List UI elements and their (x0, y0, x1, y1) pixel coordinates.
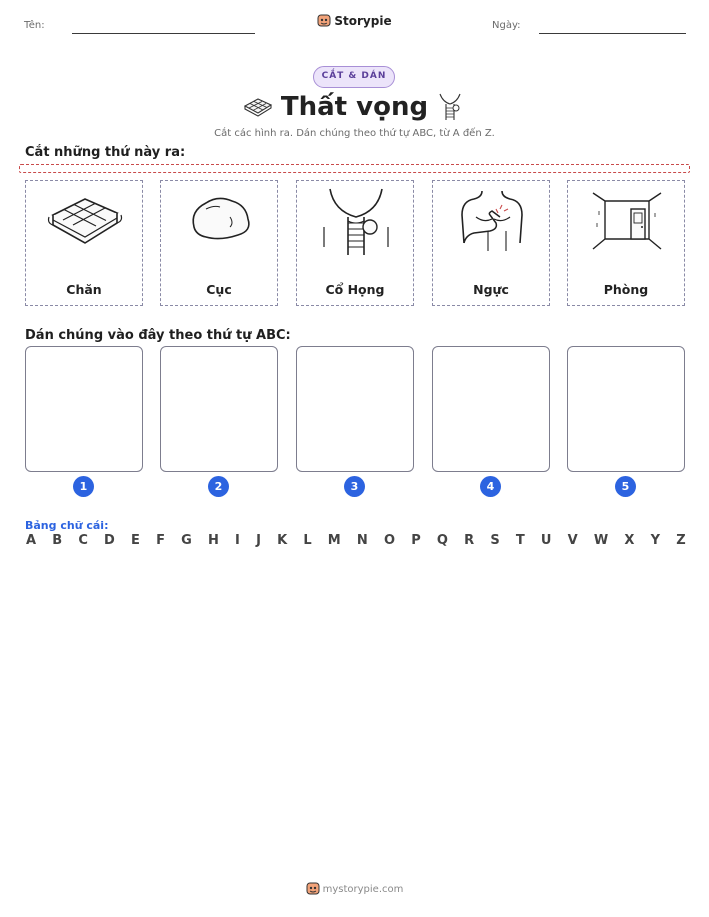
cutout-card-lump[interactable] (160, 180, 278, 306)
cutout-card-throat[interactable] (296, 180, 414, 306)
alphabet-letter: Q (436, 533, 448, 548)
throat-icon (437, 92, 463, 122)
slot-number: 5 (615, 476, 636, 497)
slot-number: 4 (480, 476, 501, 497)
alphabet-letter: T (515, 533, 525, 548)
footer (0, 881, 709, 895)
alphabet-letter: C (78, 533, 88, 548)
alphabet-row (26, 533, 686, 548)
paste-slot-4[interactable] (432, 346, 550, 472)
alphabet-letter: I (235, 533, 240, 548)
alphabet-letter: H (207, 533, 219, 548)
card-label: Phòng (603, 282, 649, 297)
slot-number: 2 (208, 476, 229, 497)
alphabet-letter: X (624, 533, 635, 548)
slot-number: 1 (73, 476, 94, 497)
alphabet-letter: O (383, 533, 396, 548)
alphabet-letter: D (104, 533, 115, 548)
name-label: Tên: (24, 20, 45, 31)
card-label: Cổ Họng (325, 282, 385, 297)
paste-slot-1[interactable] (25, 346, 143, 472)
card-label: Cục (206, 282, 232, 297)
room-icon (587, 187, 667, 255)
alphabet-letter: Y (650, 533, 661, 548)
paste-slot-2[interactable] (160, 346, 278, 472)
alphabet-letter: V (567, 533, 578, 548)
alphabet-letter: P (411, 533, 421, 548)
footer-url[interactable]: mystorypie.com (322, 884, 404, 895)
alphabet-letter: M (327, 533, 341, 548)
blanket-icon (45, 187, 125, 255)
cut-guide-line (19, 164, 690, 173)
alphabet-letter: E (131, 533, 140, 548)
page-title: Thất vọng (280, 92, 429, 122)
brand (0, 13, 709, 28)
alphabet-letter: S (490, 533, 500, 548)
date-label: Ngày: (492, 20, 521, 31)
brand-name: Storypie (334, 14, 392, 28)
cutout-card-blanket[interactable] (25, 180, 143, 306)
throat-icon (316, 187, 396, 255)
alphabet-letter: R (464, 533, 475, 548)
instructions: Cắt các hình ra. Dán chúng theo thứ tự ABC, từ A đến Z. (214, 128, 495, 139)
alphabet-letter: G (181, 533, 192, 548)
name-line[interactable] (72, 33, 255, 34)
card-label: Chăn (66, 282, 102, 297)
alphabet-letter: J (256, 533, 261, 548)
alphabet-letter: W (593, 533, 609, 548)
alphabet-letter: F (156, 533, 165, 548)
alphabet-letter: K (277, 533, 288, 548)
storypie-logo-icon (306, 881, 320, 895)
alphabet-letter: N (356, 533, 368, 548)
alphabet-letter: L (303, 533, 312, 548)
storypie-logo-icon (317, 13, 331, 27)
alphabet-heading: Bảng chữ cái: (25, 519, 109, 532)
paste-slot-3[interactable] (296, 346, 414, 472)
date-line[interactable] (539, 33, 686, 34)
cut-heading: Cắt những thứ này ra: (25, 145, 186, 160)
alphabet-letter: Z (676, 533, 686, 548)
slot-number: 3 (344, 476, 365, 497)
cutout-card-chest[interactable] (432, 180, 550, 306)
card-label: Ngực (473, 282, 509, 297)
alphabet-letter: A (26, 533, 37, 548)
paste-heading: Dán chúng vào đây theo thứ tự ABC: (25, 328, 291, 343)
activity-badge: CẮT & DÁN (313, 66, 395, 88)
paste-slot-5[interactable] (567, 346, 685, 472)
cutout-card-room[interactable] (567, 180, 685, 306)
alphabet-letter: U (540, 533, 552, 548)
lump-icon (180, 187, 260, 255)
alphabet-letter: B (52, 533, 63, 548)
chest-icon (452, 187, 532, 255)
